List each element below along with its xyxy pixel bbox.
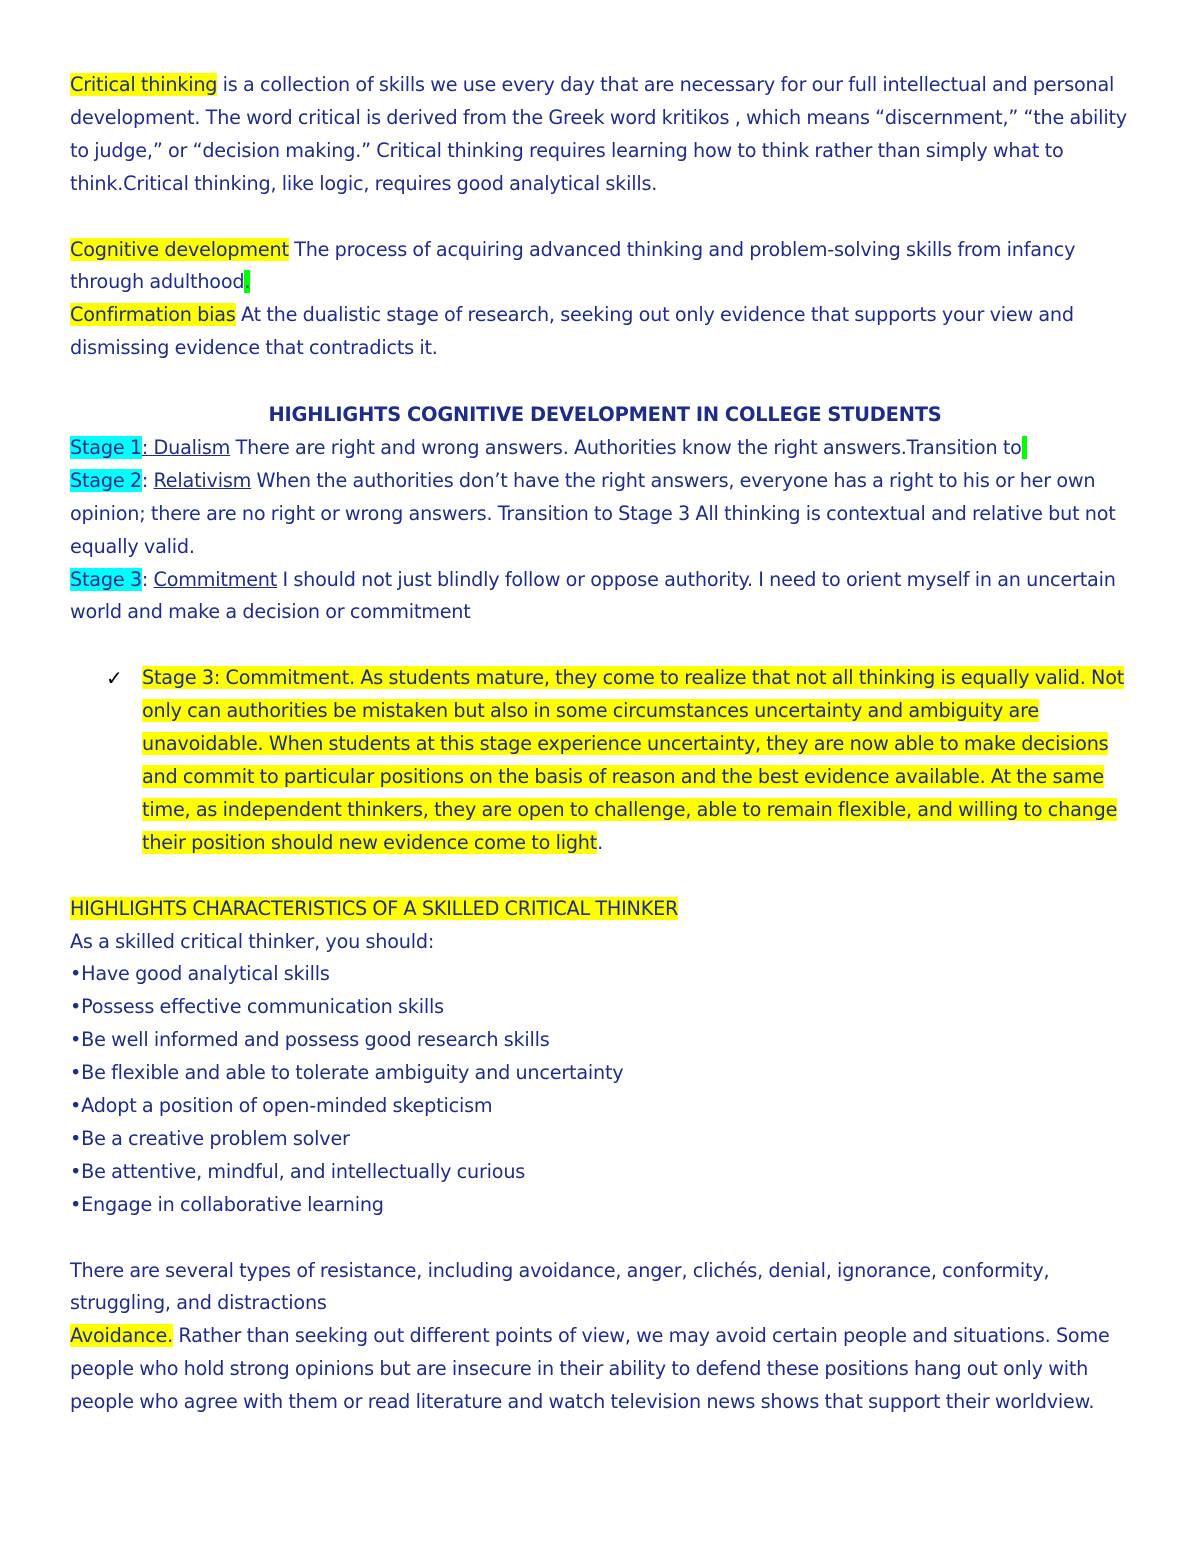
- list-item: •Be well informed and possess good research skills: [70, 1028, 550, 1052]
- spacer: [70, 365, 1140, 398]
- definition-text: At the dualistic stage of research, seeking out only evidence that supports your view and dismissing evidence that contradicts it.: [70, 303, 1074, 360]
- list-item: •Have good analytical skills: [70, 962, 330, 986]
- spacer: [70, 201, 1140, 234]
- stages-heading: HIGHLIGHTS COGNITIVE DEVELOPMENT IN COLLEGE STUDENTS: [268, 403, 942, 427]
- term-cognitive-development: Cognitive development: [70, 237, 289, 261]
- stage-text: When the authorities don’t have the right answers, everyone has a right to his or her own opinion; there are no right or wrong answers. Transition to Stage 3 All thinking is contextual and relative but not equally valid.: [70, 468, 1116, 558]
- spacer: [70, 1222, 1140, 1255]
- term-confirmation-bias: Confirmation bias: [70, 303, 236, 327]
- commitment-note: [70, 662, 1140, 859]
- spacer: [70, 860, 1140, 893]
- stage-name: Dualism: [153, 435, 231, 459]
- commitment-highlighted-text: Stage 3: Commitment. As students mature, they come to realize that not all thinking is equally valid. Not only can authorities be mistaken but also in some circumstances uncertainty and ambiguity are unavoidable. When students at this stage experience uncertainty, they are now able to make decisions and commit to particular positions on the basis of reason and the best evidence available. At the same time, as independent thinkers, they are open to challenge, able to remain flexible, and willing to change their position should new evidence come to light: [142, 666, 1125, 854]
- green-marker: [1022, 436, 1027, 459]
- document-page: [70, 69, 1140, 1419]
- stage-name: Relativism: [153, 468, 252, 492]
- stage-label: Stage 1: [70, 435, 142, 459]
- stage-label: Stage 3: [70, 567, 142, 591]
- stage-text: I should not just blindly follow or oppose authority. I need to orient myself in an uncertain world and make a decision or commitment: [70, 567, 1116, 624]
- list-item: •Be a creative problem solver: [70, 1126, 350, 1150]
- spacer: [70, 629, 1140, 662]
- stage-name: Commitment: [153, 567, 278, 591]
- list-item: •Be flexible and able to tolerate ambiguity and uncertainty: [70, 1061, 624, 1085]
- term-avoidance: Avoidance.: [70, 1324, 173, 1348]
- stage-1: [70, 432, 1140, 465]
- check-mark-icon: ✓: [106, 666, 123, 691]
- commitment-note-text: [142, 662, 1140, 859]
- stage-separator: :: [141, 468, 154, 492]
- stage-label: Stage 2: [70, 468, 142, 492]
- stage-3: [70, 564, 1140, 630]
- characteristics-intro: As a skilled critical thinker, you should:: [70, 929, 435, 953]
- definition-confirmation-bias: [70, 299, 1140, 365]
- list-item: •Adopt a position of open-minded skepticism: [70, 1094, 493, 1118]
- stage-separator: :: [141, 435, 154, 459]
- list-item: •Possess effective communication skills: [70, 995, 444, 1019]
- characteristics-heading: HIGHLIGHTS CHARACTERISTICS OF A SKILLED CRITICAL THINKER: [70, 896, 679, 920]
- term-critical-thinking: Critical thinking: [70, 73, 218, 96]
- resistance-intro: There are several types of resistance, including avoidance, anger, clichés, denial, ignorance, conformity, struggling, and distractions: [70, 1258, 1050, 1315]
- list-item: •Be attentive, mindful, and intellectually curious: [70, 1159, 526, 1183]
- intro-paragraph: [70, 69, 1140, 201]
- characteristics-heading-line: [70, 893, 1140, 926]
- commitment-end-mark: .: [597, 830, 603, 854]
- definition-cognitive-development: [70, 234, 1140, 300]
- list-item: •Engage in collaborative learning: [70, 1192, 384, 1216]
- avoidance-text: Rather than seeking out different points of view, we may avoid certain people and situations. Some people who hold strong opinions but are insecure in their ability to defend these positions hang out only with people who agree with them or read literature and watch television news shows that support their worldview.: [70, 1324, 1110, 1414]
- stage-2: [70, 465, 1140, 564]
- definition-end-mark: .: [244, 270, 251, 294]
- intro-text: is a collection of skills we use every day that are necessary for our full intellectual and personal development. The word critical is derived from the Greek word kritikos , which means “discernment,” “the ability to judge,” or “decision making.” Critical thinking requires learning how to think rather than simply what to think.Critical thinking, like logic, requires good analytical skills.: [70, 73, 1127, 195]
- stage-text: There are right and wrong answers. Authorities know the right answers.Transition to: [230, 435, 1022, 459]
- definition-text: The process of acquiring advanced thinking and problem-solving skills from infancy through adulthood: [70, 237, 1076, 294]
- stage-separator: :: [141, 567, 154, 591]
- avoidance-paragraph: [70, 1320, 1140, 1419]
